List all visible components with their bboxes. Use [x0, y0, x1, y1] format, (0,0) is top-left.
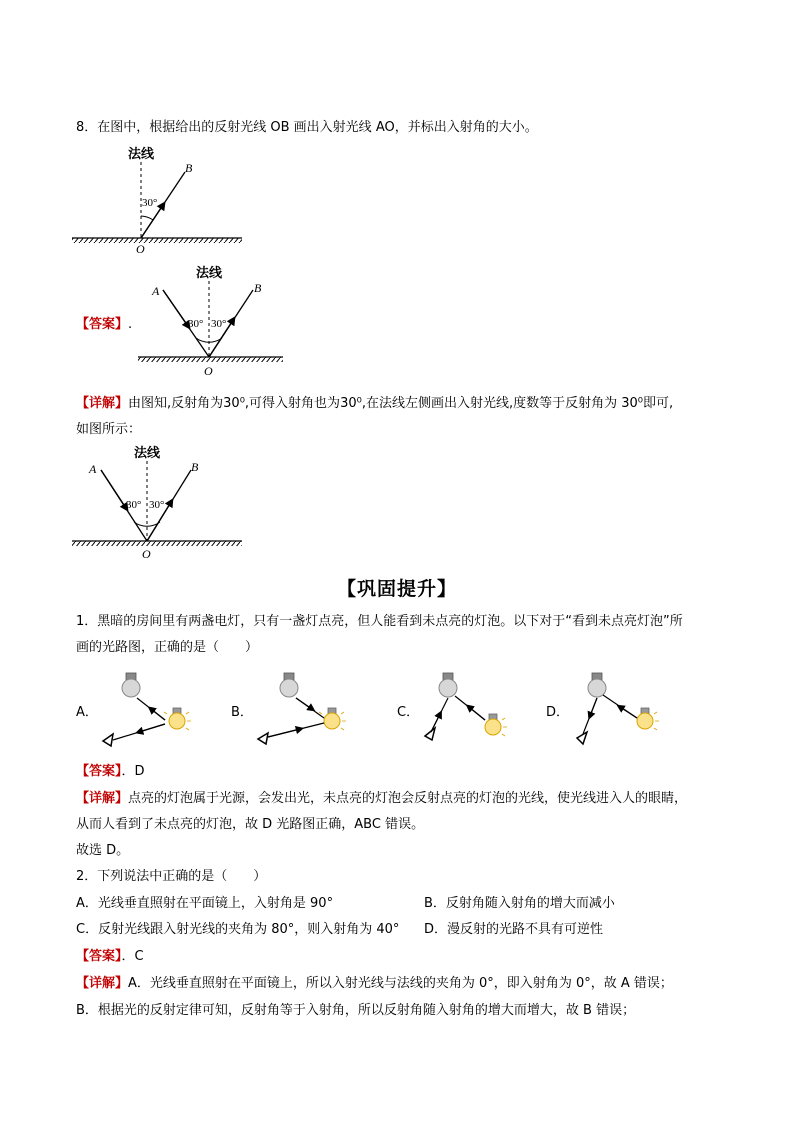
- detail-text: 点亮的灯泡属于光源，会发出光，未点亮的灯泡会反射点亮的灯泡的光线，使光线进入人的眼睛，: [128, 791, 688, 806]
- detail-tag: 【详解】: [76, 396, 129, 411]
- q2-option-a[interactable]: A．光线垂直照射在平面镜上，入射角是 90°: [76, 896, 334, 911]
- q8-figure-detail: [70, 440, 250, 562]
- angle-label: 30°: [142, 197, 158, 209]
- detail-text: ,在法线左侧画出入射光线,度数等于反射角为: [361, 396, 622, 411]
- lit-bulb-icon: [164, 708, 191, 730]
- q8-detail-line2: 如图所示：: [76, 422, 142, 437]
- q2-question: 2．下列说法中正确的是（ ）: [76, 869, 267, 884]
- normal-label: 法线: [128, 146, 155, 161]
- q1-detail-line2: 从而人看到了未点亮的灯泡，故 D 光路图正确，ABC 错误。: [76, 817, 425, 832]
- unlit-bulb-icon: [588, 673, 606, 697]
- angle-right-label: 30°: [149, 499, 165, 511]
- detail-tag: 【详解】: [76, 976, 129, 991]
- q1-question-line2: 画的光路图，正确的是（ ）: [76, 640, 259, 655]
- unlit-bulb-icon: [280, 673, 298, 697]
- q2-answer: [76, 947, 144, 967]
- q2-detail-line1: [76, 974, 673, 994]
- unlit-bulb-icon: [439, 673, 457, 697]
- detail-text: A．光线垂直照射在平面镜上，所以入射光线与法线的夹角为 0°，即入射角为 0°，故 A 错误；: [128, 976, 673, 991]
- angle-left-label: 30°: [126, 499, 142, 511]
- point-b-label: B: [191, 460, 199, 474]
- eye-icon: [577, 732, 587, 744]
- answer-tag: 【答案】: [76, 949, 122, 964]
- q8-figure-given: [70, 140, 250, 255]
- option-d-label[interactable]: D．: [546, 705, 570, 720]
- section-title: 【巩固提升】: [336, 578, 457, 600]
- eye-icon: [258, 733, 268, 744]
- q8-detail: [76, 394, 673, 414]
- option-b-label[interactable]: B．: [231, 705, 253, 720]
- point-b-label: B: [254, 281, 262, 295]
- q2-option-d[interactable]: D．漫反射的光路不具有可逆性: [424, 922, 604, 937]
- angle-left-label: 30°: [188, 318, 204, 330]
- eye-icon: [425, 728, 435, 740]
- point-a-label: A: [152, 284, 160, 298]
- option-c-label[interactable]: C．: [397, 705, 420, 720]
- answer-value: ．C: [121, 949, 144, 964]
- q1-answer: [76, 762, 145, 782]
- lit-bulb-icon: [485, 714, 507, 736]
- point-a-label: A: [89, 462, 97, 476]
- answer-dot: .: [128, 317, 133, 332]
- point-o-label: O: [204, 364, 213, 378]
- detail-tag: 【详解】: [76, 791, 129, 806]
- q2-option-b[interactable]: B．反射角随入射角的增大而减小: [424, 896, 615, 911]
- q2-option-c[interactable]: C．反射光线跟入射光线的夹角为 80°，则入射角为 40°: [76, 922, 400, 937]
- point-b-label: B: [185, 161, 193, 175]
- q8-answer: [76, 315, 132, 335]
- unlit-bulb-icon: [122, 673, 140, 697]
- point-o-label: O: [136, 242, 145, 255]
- q8-figure-answer: [130, 262, 290, 380]
- answer-tag: 【答案】: [76, 317, 129, 332]
- q8-question: 8．在图中，根据给出的反射光线 OB 画出入射光线 AO，并标出入射角的大小。: [76, 120, 538, 135]
- angle-right-label: 30°: [211, 318, 227, 330]
- q1-detail-line1: [76, 789, 687, 809]
- detail-text: 由图知,反射角为: [128, 396, 224, 411]
- option-a-diagram[interactable]: [95, 668, 215, 753]
- option-c-diagram[interactable]: [415, 668, 525, 753]
- option-d-diagram[interactable]: [565, 668, 675, 753]
- detail-angle: 30⁰: [223, 396, 245, 411]
- normal-label: 法线: [196, 265, 223, 280]
- q1-conclusion: 故选 D。: [76, 843, 130, 858]
- option-a-label[interactable]: A．: [76, 705, 98, 720]
- point-o-label: O: [142, 547, 151, 561]
- q2-detail-line2: B．根据光的反射定律可知，反射角等于入射角，所以反射角随入射角的增大而增大，故 B 错误；: [76, 1003, 636, 1018]
- answer-value: ．D: [121, 764, 145, 779]
- q1-question-line1: 1．黑暗的房间里有两盏电灯，只有一盏灯点亮，但人能看到未点亮的灯泡。以下对于“看到未点亮灯泡”所: [76, 614, 683, 629]
- eye-icon: [103, 734, 113, 746]
- lit-bulb-icon: [319, 708, 346, 730]
- normal-label: 法线: [134, 445, 161, 460]
- detail-text: ,可得入射角也为: [244, 396, 341, 411]
- detail-angle: 30⁰: [340, 396, 362, 411]
- detail-text: 即可,: [643, 396, 674, 411]
- lit-bulb-icon: [637, 708, 659, 730]
- answer-tag: 【答案】: [76, 764, 122, 779]
- detail-angle: 30⁰: [621, 396, 643, 411]
- option-b-diagram[interactable]: [252, 668, 372, 753]
